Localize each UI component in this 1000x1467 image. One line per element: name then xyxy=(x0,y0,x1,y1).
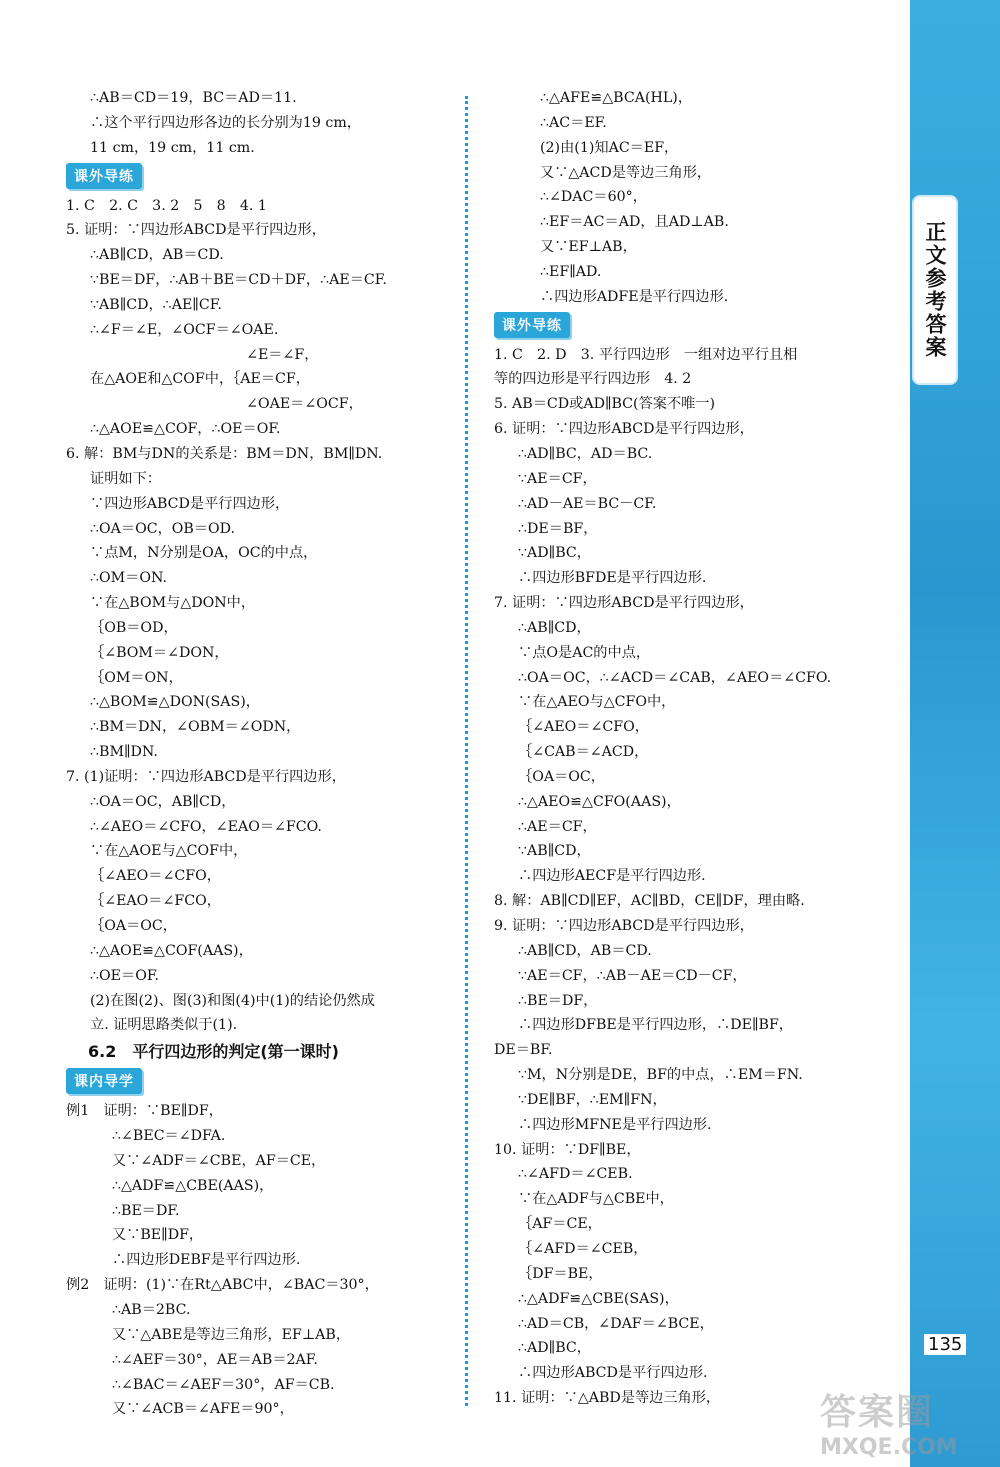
answer-line: 7. (1)证明：∵四边形ABCD是平行四边形， xyxy=(66,768,346,785)
answer-line: ∴四边形ABCD是平行四边形. xyxy=(518,1365,708,1382)
answer-line: DE＝BF. xyxy=(494,1042,553,1059)
answer-line: 6. 解：BM与DN的关系是：BM＝DN，BM∥DN. xyxy=(66,445,383,462)
answer-line: ∴BM＝DN，∠OBM＝∠ODN， xyxy=(90,719,301,736)
answer-line: ∵AB∥CD， xyxy=(518,843,591,860)
answer-line: ∴四边形MFNE是平行四边形. xyxy=(518,1116,712,1133)
answer-line: 又∵△ACD是等边三角形， xyxy=(540,164,712,181)
answer-line: ∴AC＝EF. xyxy=(540,114,607,131)
section-heading xyxy=(66,1068,452,1098)
answer-line: ｛OM＝ON， xyxy=(90,669,183,686)
answer-line: 又∵BE∥DF， xyxy=(112,1227,204,1244)
answer-line: 11 cm，19 cm，11 cm. xyxy=(90,139,255,156)
answer-line: 例2 证明：(1)∵在Rt△ABC中，∠BAC＝30°， xyxy=(66,1277,379,1294)
answer-line: 5. 证明：∵四边形ABCD是平行四边形， xyxy=(66,222,326,239)
answer-line: ∴OA＝OC，AB∥CD， xyxy=(90,793,236,810)
section-heading-label: 课内导学 xyxy=(66,1068,142,1094)
answer-line: ∴△AOE≌△COF(AAS)， xyxy=(90,942,253,959)
answer-line: ∴AB∥CD， xyxy=(518,619,591,636)
answer-line: 9. 证明：∵四边形ABCD是平行四边形， xyxy=(494,918,754,934)
answer-line: 1. C 2. C 3. 2 5 8 4. 1 xyxy=(66,197,267,214)
answer-line: ∴四边形DEBF是平行四边形. xyxy=(112,1252,301,1269)
answer-line: ∴AB∥CD，AB＝CD. xyxy=(90,247,224,264)
section-heading-label: 课外导练 xyxy=(494,312,570,338)
answer-line: 又∵△ABE是等边三角形，EF⊥AB， xyxy=(112,1326,351,1343)
answer-line: ｛∠AEO＝∠CFO， xyxy=(90,868,221,885)
answer-line: ∴△ADF≌△CBE(SAS)， xyxy=(518,1290,679,1307)
answer-line: 在△AOE和△COF中，｛AE＝CF， xyxy=(90,371,310,388)
answer-line: ∵AB∥CD，∴AE∥CF. xyxy=(90,296,222,313)
answer-line: ∴BE＝DF. xyxy=(112,1202,180,1219)
answer-line: ∴四边形AECF是平行四边形. xyxy=(518,868,706,885)
answer-line: ∴这个平行四边形各边的长分别为19 cm， xyxy=(90,114,361,131)
watermark-title: 答案圈 xyxy=(820,1392,935,1433)
answer-line: ∵点O是AC的中点， xyxy=(518,644,651,661)
answer-line: ∴△AFE≌△BCA(HL)， xyxy=(540,90,693,106)
answer-line: ∵在△AOE与△COF中， xyxy=(90,843,248,860)
answer-line: ∵DE∥BF，∴EM∥FN， xyxy=(518,1091,667,1108)
page-number: 135 xyxy=(924,1334,966,1355)
lesson-title: 6.2 平行四边形的判定(第一课时) xyxy=(88,1042,339,1062)
answer-line: ∴AD－AE＝BC－CF. xyxy=(518,495,657,512)
answer-line: ∴△BOM≌△DON(SAS)， xyxy=(90,694,260,711)
answer-line: ∵点M，N分别是OA，OC的中点， xyxy=(90,545,318,562)
answer-line: ∴四边形BFDE是平行四边形. xyxy=(518,570,707,587)
answer-line: ｛OA＝OC， xyxy=(90,918,177,934)
side-tab-label: 正文参考答案 xyxy=(923,221,947,359)
answer-line: ∴∠BEC＝∠DFA. xyxy=(112,1128,226,1145)
answer-line: 又∵∠ACB＝∠AFE＝90°， xyxy=(112,1401,294,1418)
answer-line: 立. 证明思路类似于(1). xyxy=(90,1017,238,1034)
left-column xyxy=(66,86,452,1422)
answer-line: ｛DF＝BE， xyxy=(518,1265,603,1282)
answer-line: 11. 证明：∵△ABD是等边三角形， xyxy=(494,1390,721,1407)
answer-line: ∵BE＝DF，∴AB＋BE＝CD＋DF，∴AE＝CF. xyxy=(90,272,387,289)
answer-line: ∴OA＝OC，OB＝OD. xyxy=(90,520,236,537)
answer-line: ｛OA＝OC， xyxy=(518,768,605,785)
answer-line: ∴AB＝CD＝19，BC＝AD＝11. xyxy=(90,90,297,106)
answer-line: ∴BE＝DF， xyxy=(518,992,598,1009)
answer-line: 又∵∠ADF＝∠CBE，AF＝CE， xyxy=(112,1152,326,1169)
answer-line: ∴△ADF≌△CBE(AAS)， xyxy=(112,1177,274,1194)
answer-line: ∴四边形DFBE是平行四边形，∴DE∥BF， xyxy=(518,1017,793,1034)
answer-line: ∴AB∥CD，AB＝CD. xyxy=(518,942,652,959)
answer-line: 又∵EF⊥AB， xyxy=(540,239,637,256)
side-tab xyxy=(912,195,958,385)
answer-line: ∵AE＝CF，∴AB－AE＝CD－CF， xyxy=(518,967,747,984)
answer-line: 证明如下： xyxy=(90,470,161,487)
answer-line: 等的四边形是平行四边形 4. 2 xyxy=(494,371,692,388)
answer-line: ∴∠AFD＝∠CEB. xyxy=(518,1166,633,1183)
answer-line: (2)由(1)知AC＝EF， xyxy=(540,139,679,156)
answer-line: ∵在△ADF与△CBE中， xyxy=(518,1191,674,1208)
answer-line: ∴∠AEO＝∠CFO，∠EAO＝∠FCO. xyxy=(90,818,322,835)
answer-line: ∴OM＝ON. xyxy=(90,570,168,587)
watermark-url: MXQE.COM xyxy=(820,1435,958,1460)
column-divider xyxy=(465,96,468,1406)
right-column xyxy=(494,86,874,1411)
answer-line: ∴OE＝OF. xyxy=(90,967,159,984)
answer-line: ∵在△BOM与△DON中， xyxy=(90,595,256,612)
section-heading xyxy=(494,312,874,342)
answer-line: 5. AB＝CD或AD∥BC(答案不唯一) xyxy=(494,396,716,413)
answer-line: ∴OA＝OC，∴∠ACD＝∠CAB，∠AEO＝∠CFO. xyxy=(518,669,832,686)
answer-line: ∴△AEO≌△CFO(AAS)， xyxy=(518,793,681,810)
answer-line: ∵四边形ABCD是平行四边形， xyxy=(90,495,290,512)
answer-line: ∵在△AEO与△CFO中， xyxy=(518,694,676,711)
answer-line: ∴AD∥BC，AD＝BC. xyxy=(518,445,653,462)
answer-line: 例1 证明：∵BE∥DF， xyxy=(66,1103,223,1120)
answer-line: ∠OAE＝∠OCF， xyxy=(90,396,363,413)
section-heading-label: 课外导练 xyxy=(66,163,142,189)
answer-line: ∴AB＝2BC. xyxy=(112,1301,191,1318)
answer-line: ｛∠BOM＝∠DON， xyxy=(90,644,229,661)
answer-line: 10. 证明：∵DF∥BE， xyxy=(494,1141,641,1158)
answer-line: 8. 解：AB∥CD∥EF，AC∥BD，CE∥DF，理由略. xyxy=(494,893,805,910)
answer-line: ｛AF＝CE， xyxy=(518,1216,602,1233)
answer-line: ∴EF＝AC＝AD，且AD⊥AB. xyxy=(540,214,729,231)
answer-line: ｛∠AEO＝∠CFO， xyxy=(518,719,649,736)
answer-line: ∠E＝∠F， xyxy=(90,346,319,363)
answer-line: ｛∠AFD＝∠CEB， xyxy=(518,1240,648,1257)
answer-line: (2)在图(2)、图(3)和图(4)中(1)的结论仍然成 xyxy=(90,992,375,1009)
answer-line: ∴四边形ADFE是平行四边形. xyxy=(540,288,729,305)
answer-line: ∵M，N分别是DE，BF的中点，∴EM＝FN. xyxy=(518,1067,803,1084)
answer-line: ∵AE＝CF， xyxy=(518,470,597,487)
answer-line: ∴DE＝BF， xyxy=(518,520,598,537)
answer-line: ｛∠CAB＝∠ACD， xyxy=(518,744,649,761)
watermark-logo xyxy=(820,1384,990,1462)
answer-line: ∴AE＝CF， xyxy=(518,818,597,835)
answer-line: 1. C 2. D 3. 平行四边形 一组对边平行且相 xyxy=(494,346,798,363)
answer-line: ｛OB＝OD， xyxy=(90,619,178,636)
answer-line: ∴∠DAC＝60°， xyxy=(540,189,647,206)
answer-line: ∴AD∥BC， xyxy=(518,1340,591,1357)
answer-line: ∴∠BAC＝∠AEF＝30°，AF＝CB. xyxy=(112,1376,335,1393)
answer-line: ∴BM∥DN. xyxy=(90,744,158,761)
answer-line: 6. 证明：∵四边形ABCD是平行四边形， xyxy=(494,421,754,438)
answer-line: ∴AD＝CB，∠DAF＝∠BCE， xyxy=(518,1315,714,1332)
answer-line: ∴EF∥AD. xyxy=(540,263,602,280)
section-heading xyxy=(66,163,452,193)
answer-line: ∴∠F＝∠E，∠OCF＝∠OAE. xyxy=(90,321,279,338)
answer-line: ∵AD∥BC， xyxy=(518,545,591,562)
answer-line: ∴△AOE≌△COF，∴OE＝OF. xyxy=(90,421,281,438)
answer-line: ∴∠AEF＝30°，AE＝AB＝2AF. xyxy=(112,1351,318,1368)
answer-line: 7. 证明：∵四边形ABCD是平行四边形， xyxy=(494,595,754,612)
answer-line: ｛∠EAO＝∠FCO， xyxy=(90,893,221,910)
